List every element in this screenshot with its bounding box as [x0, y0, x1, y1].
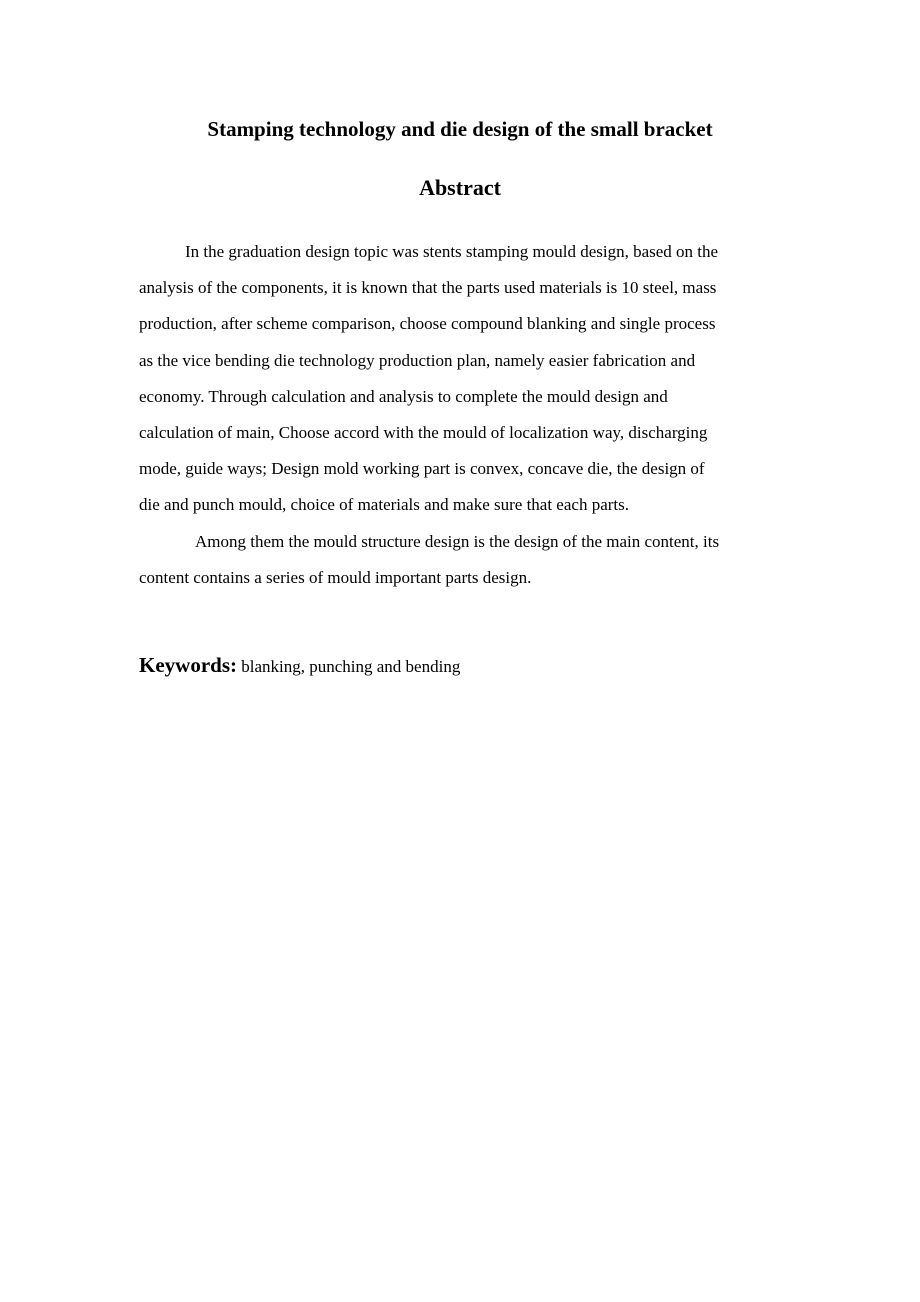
paragraph-line: production, after scheme comparison, choose compound blanking and single process	[139, 314, 716, 334]
abstract-heading: Abstract	[419, 175, 501, 200]
document-title: Stamping technology and die design of the small bracket	[207, 117, 713, 141]
paragraph-line: die and punch mould, choice of materials and make sure that each parts.	[139, 495, 629, 515]
paragraph-line: analysis of the components, it is known that the parts used materials is 10 steel, mass	[139, 278, 717, 298]
abstract-body	[139, 234, 779, 596]
paragraph-line: as the vice bending die technology production plan, namely easier fabrication and	[139, 350, 696, 370]
keywords-value: blanking, punching and bending	[241, 657, 461, 676]
paragraph-line: content contains a series of mould important parts design.	[139, 567, 532, 587]
paragraph-line: economy. Through calculation and analysis to complete the mould design and	[139, 386, 668, 406]
keywords-line	[139, 650, 460, 682]
paragraph-line: mode, guide ways; Design mold working part is convex, concave die, the design of	[139, 459, 705, 479]
paragraph-line: In the graduation design topic was stents stamping mould design, based on the	[185, 242, 719, 261]
paragraph-line: calculation of main, Choose accord with the mould of localization way, discharging	[139, 422, 708, 442]
paragraph-line: Among them the mould structure design is the design of the main content, its	[195, 531, 720, 551]
keywords-label: Keywords:	[139, 653, 237, 677]
